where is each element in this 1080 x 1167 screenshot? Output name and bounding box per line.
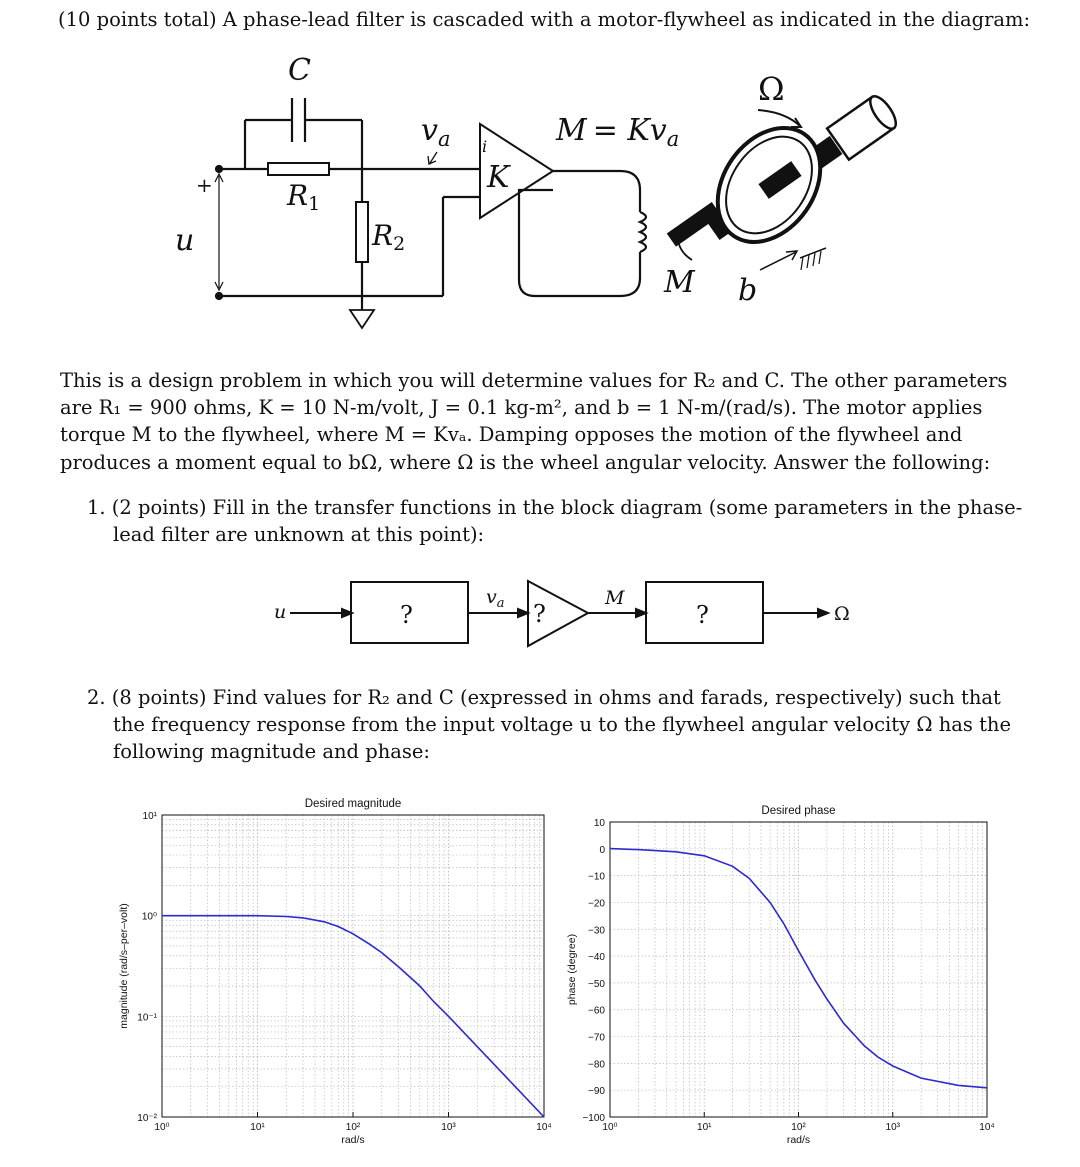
grid (610, 822, 987, 1117)
question-2-line-1: 2. (8 points) Find values for R₂ and C (expressed in ohms and farads, respectively) such that (87, 686, 1001, 709)
x-axis-label: rad/s (341, 1134, 365, 1146)
block-input-label: u (274, 601, 287, 623)
y-tick-label: −100 (582, 1113, 605, 1124)
y-tick-label: 10¹ (142, 811, 157, 822)
x-tick-label: 10³ (885, 1122, 900, 1133)
x-tick-label: 10³ (441, 1122, 456, 1133)
y-tick-label: −30 (588, 925, 605, 937)
chart-title: Desired phase (761, 805, 836, 817)
y-tick-label: −50 (588, 978, 605, 990)
question-1-line-2: lead filter are unknown at this point): (113, 523, 485, 546)
chart-title: Desired magnitude (304, 798, 402, 810)
y-tick-label: −20 (588, 898, 605, 910)
torque-label: M (664, 265, 695, 300)
plus-sign: + (196, 173, 213, 197)
x-tick-label: 10¹ (250, 1122, 265, 1133)
magnitude-chart (100, 790, 560, 1160)
gain-block-label: ? (533, 600, 546, 628)
y-tick-label: 10⁻² (137, 1113, 157, 1124)
paragraph-line-4: produces a moment equal to bΩ, where Ω is the wheel angular velocity. Answer the following: (60, 451, 991, 474)
block-diagram (0, 570, 1080, 650)
question-1-line-1: 1. (2 points) Fill in the transfer functions in the block diagram (some parameters in the phase- (87, 496, 1023, 519)
x-axis-label: rad/s (786, 1134, 811, 1146)
y-tick-label: −10 (588, 871, 605, 883)
x-tick-label: 10⁴ (979, 1122, 995, 1133)
x-tick-label: 10¹ (697, 1122, 712, 1133)
x-tick-label: 10⁴ (536, 1122, 552, 1133)
data-series-line (610, 849, 987, 1088)
y-tick-label: 10⁻¹ (137, 1012, 157, 1024)
x-tick-label: 10² (791, 1122, 806, 1133)
motor-equation: $M = Kv_a$ (556, 113, 680, 151)
block-torque-label: M (605, 587, 625, 609)
x-tick-label: 10⁰ (154, 1122, 170, 1133)
phase-chart (560, 790, 1000, 1160)
paragraph-line-2: are R₁ = 900 ohms, K = 10 N-m/volt, J = 0.1 kg-m², and b = 1 N-m/(rad/s). The motor applies (60, 396, 983, 419)
y-tick-label: −90 (588, 1086, 605, 1098)
y-tick-label: −40 (588, 952, 605, 964)
question-2-line-2: the frequency response from the input voltage u to the flywheel angular velocity Ω has the (113, 713, 1012, 736)
omega-label: Ω (758, 70, 785, 108)
paragraph-line-3: torque M to the flywheel, where M = Kvₐ. Damping opposes the motion of the flywheel and (60, 423, 963, 446)
filter-block-label: ? (400, 601, 413, 629)
y-axis-label: phase (degree) (566, 933, 578, 1006)
paragraph-line-1: This is a design problem in which you will determine values for R₂ and C. The other parameters (60, 369, 1008, 392)
r2-label: R2 (372, 219, 406, 255)
grid (162, 815, 544, 1117)
y-axis-label: magnitude (rad/s–per–volt) (118, 903, 130, 1029)
block-va-label: $v_a$ (486, 586, 505, 611)
x-tick-label: 10⁰ (602, 1122, 618, 1133)
r1-label: R1 (287, 179, 321, 215)
input-voltage-label: u (175, 223, 195, 258)
y-tick-label: −60 (588, 1005, 605, 1017)
x-tick-label: 10² (345, 1122, 361, 1133)
va-label: $v_a$ (421, 113, 451, 151)
y-tick-label: 0 (599, 844, 605, 856)
problem-header: (10 points total) A phase-lead filter is cascaded with a motor-flywheel as indicated in the diagram: (58, 8, 1031, 31)
circuit-diagram (0, 50, 1080, 350)
plant-block-label: ? (696, 601, 709, 629)
capacitor-label: C (288, 53, 311, 88)
y-tick-label: 10⁰ (141, 911, 157, 923)
y-tick-label: −80 (588, 1059, 605, 1071)
amplifier-gain-label: K (487, 160, 510, 195)
damping-label: b (738, 273, 758, 308)
current-label: i (482, 137, 488, 156)
y-tick-label: −70 (588, 1032, 605, 1044)
block-output-label: Ω (834, 603, 850, 625)
question-2-line-3: following magnitude and phase: (113, 740, 430, 763)
y-tick-label: 10 (593, 818, 605, 829)
